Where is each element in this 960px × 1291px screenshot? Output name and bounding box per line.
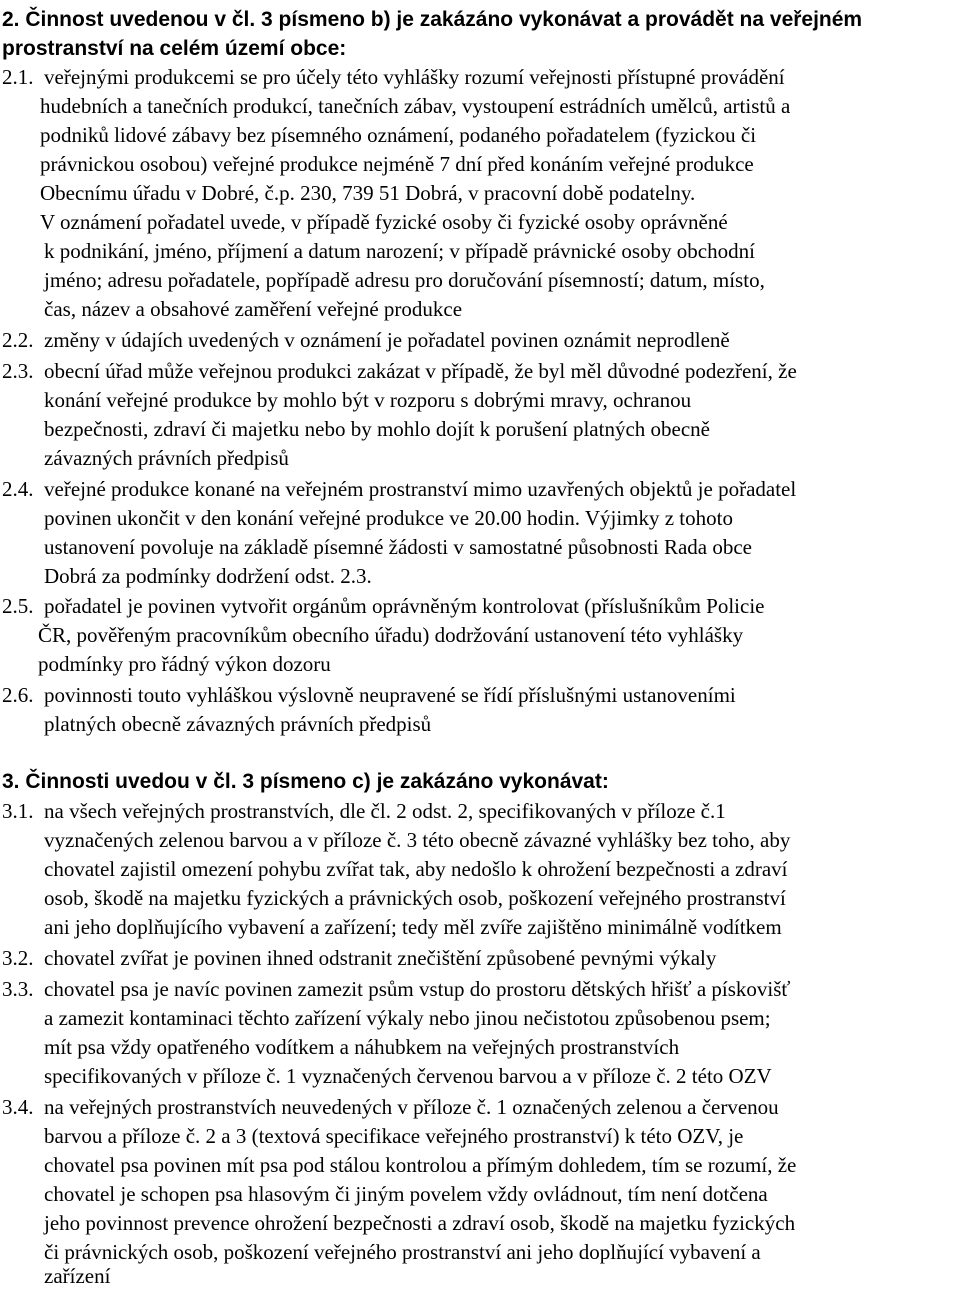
item-3-4-line: barvou a příloze č. 2 a 3 (textová specifikace veřejného prostranství) k této OZV, je <box>44 1124 744 1148</box>
item-2-3-line: obecní úřad může veřejnou produkci zakázat v případě, že byl měl důvodné podezření, že <box>44 359 797 383</box>
item-2-1-line: k podnikání, jméno, příjmení a datum narození; v případě právnické osoby obchodní <box>44 239 755 263</box>
item-3-3-line: chovatel psa je navíc povinen zamezit psům vstup do prostoru dětských hřišť a pískovišť <box>44 977 791 1001</box>
item-3-4-line: či právnických osob, poškození veřejného prostranství ani jeho doplňující vybavení a <box>44 1240 761 1264</box>
item-number-2-3: 2.3. <box>2 359 34 383</box>
item-number-2-2: 2.2. <box>2 328 34 352</box>
item-2-4-line: ustanovení povoluje na základě písemné žádosti v samostatné působnosti Rada obce <box>44 535 752 559</box>
item-number-2-1: 2.1. <box>2 65 34 89</box>
item-number-3-3: 3.3. <box>2 977 34 1001</box>
item-number-3-4: 3.4. <box>2 1095 34 1119</box>
item-2-5-line: podmínky pro řádný výkon dozoru <box>38 652 331 676</box>
item-2-2-line: změny v údajích uvedených v oznámení je pořadatel povinen oznámit neprodleně <box>44 328 730 352</box>
item-2-3-line: konání veřejné produkce by mohlo být v rozporu s dobrými mravy, ochranou <box>44 388 692 412</box>
item-3-4-line: na veřejných prostranstvích neuvedených v příloze č. 1 označených zelenou a červenou <box>44 1095 779 1119</box>
item-3-3-line: specifikovaných v příloze č. 1 vyznačených červenou barvou a v příloze č. 2 této OZV <box>44 1064 772 1088</box>
item-3-4-line: zařízení <box>44 1264 111 1288</box>
item-number-2-6: 2.6. <box>2 683 34 707</box>
section-2-heading-line-2: prostranství na celém území obce: <box>2 37 347 60</box>
item-2-6-line: povinnosti touto vyhláškou výslovně neupravené se řídí příslušnými ustanoveními <box>44 683 736 707</box>
item-2-5-line: ČR, pověřeným pracovníkům obecního úřadu) dodržování ustanovení této vyhlášky <box>38 623 744 647</box>
item-2-1-line: V oznámení pořadatel uvede, v případě fyzické osoby či fyzické osoby oprávněné <box>40 210 728 234</box>
item-2-4-line: veřejné produkce konané na veřejném prostranství mimo uzavřených objektů je pořadatel <box>44 477 797 501</box>
item-2-1-line: Obecnímu úřadu v Dobré, č.p. 230, 739 51 Dobrá, v pracovní době podatelny. <box>40 181 696 205</box>
item-2-3-line: závazných právních předpisů <box>44 446 289 470</box>
item-number-2-4: 2.4. <box>2 477 34 501</box>
item-3-1-line: vyznačených zelenou barvou a v příloze č. 3 této obecně závazné vyhlášky bez toho, aby <box>44 828 791 852</box>
item-2-6-line: platných obecně závazných právních předpisů <box>44 712 432 736</box>
item-3-1-line: chovatel zajistil omezení pohybu zvířat tak, aby nedošlo k ohrožení bezpečnosti a zdraví <box>44 857 788 881</box>
item-2-1-line: podniků lidové zábavy bez písemného oznámení, podaného pořadatelem (fyzickou či <box>40 123 757 147</box>
item-3-3-line: a zamezit kontaminaci těchto zařízení výkaly nebo jinou nečistotou způsobenou psem; <box>44 1006 771 1030</box>
item-2-3-line: bezpečnosti, zdraví či majetku nebo by mohlo dojít k porušení platných obecně <box>44 417 710 441</box>
item-2-1-line: hudebních a tanečních produkcí, tanečních zábav, vystoupení estrádních umělců, artistů a <box>40 94 791 118</box>
item-3-4-line: chovatel je schopen psa hlasovým či jiným povelem vždy ovládnout, tím není dotčena <box>44 1182 768 1206</box>
item-2-1-line: právnickou osobou) veřejné produkce nejméně 7 dní před konáním veřejné produkce <box>40 152 754 176</box>
item-3-4-line: jeho povinnost prevence ohrožení bezpečnosti a zdraví osob, škodě na majetku fyzických <box>44 1211 796 1235</box>
section-3-heading: 3. Činnosti uvedou v čl. 3 písmeno c) je zakázáno vykonávat: <box>2 770 609 793</box>
item-3-4-line: chovatel psa povinen mít psa pod stálou kontrolou a přímým dohledem, tím se rozumí, že <box>44 1153 797 1177</box>
item-3-1-line: na všech veřejných prostranstvích, dle čl. 2 odst. 2, specifikovaných v příloze č.1 <box>44 799 726 823</box>
item-2-1-line: veřejnými produkcemi se pro účely této vyhlášky rozumí veřejnosti přístupné provádění <box>44 65 785 89</box>
item-number-3-2: 3.2. <box>2 946 34 970</box>
item-2-4-line: Dobrá za podmínky dodržení odst. 2.3. <box>44 564 372 588</box>
item-number-2-5: 2.5. <box>2 594 34 618</box>
item-3-2-line: chovatel zvířat je povinen ihned odstranit znečištění způsobené pevnými výkaly <box>44 946 717 970</box>
item-2-1-line: čas, název a obsahové zaměření veřejné produkce <box>44 297 463 321</box>
item-3-3-line: mít psa vždy opatřeného vodítkem a náhubkem na veřejných prostranstvích <box>44 1035 680 1059</box>
item-3-1-line: ani jeho doplňujícího vybavení a zařízení; tedy měl zvíře zajištěno minimálně vodítkem <box>44 915 782 939</box>
item-2-1-line: jméno; adresu pořadatele, popřípadě adresu pro doručování písemností; datum, místo, <box>44 268 765 292</box>
item-2-5-line: pořadatel je povinen vytvořit orgánům oprávněným kontrolovat (příslušníkům Policie <box>44 594 765 618</box>
item-2-4-line: povinen ukončit v den konání veřejné produkce ve 20.00 hodin. Výjimky z tohoto <box>44 506 733 530</box>
item-number-3-1: 3.1. <box>2 799 34 823</box>
section-2-heading-line-1: 2. Činnost uvedenou v čl. 3 písmeno b) je zakázáno vykonávat a provádět na veřejném <box>2 8 863 31</box>
item-3-1-line: osob, škodě na majetku fyzických a právnických osob, poškození veřejného prostranství <box>44 886 786 910</box>
